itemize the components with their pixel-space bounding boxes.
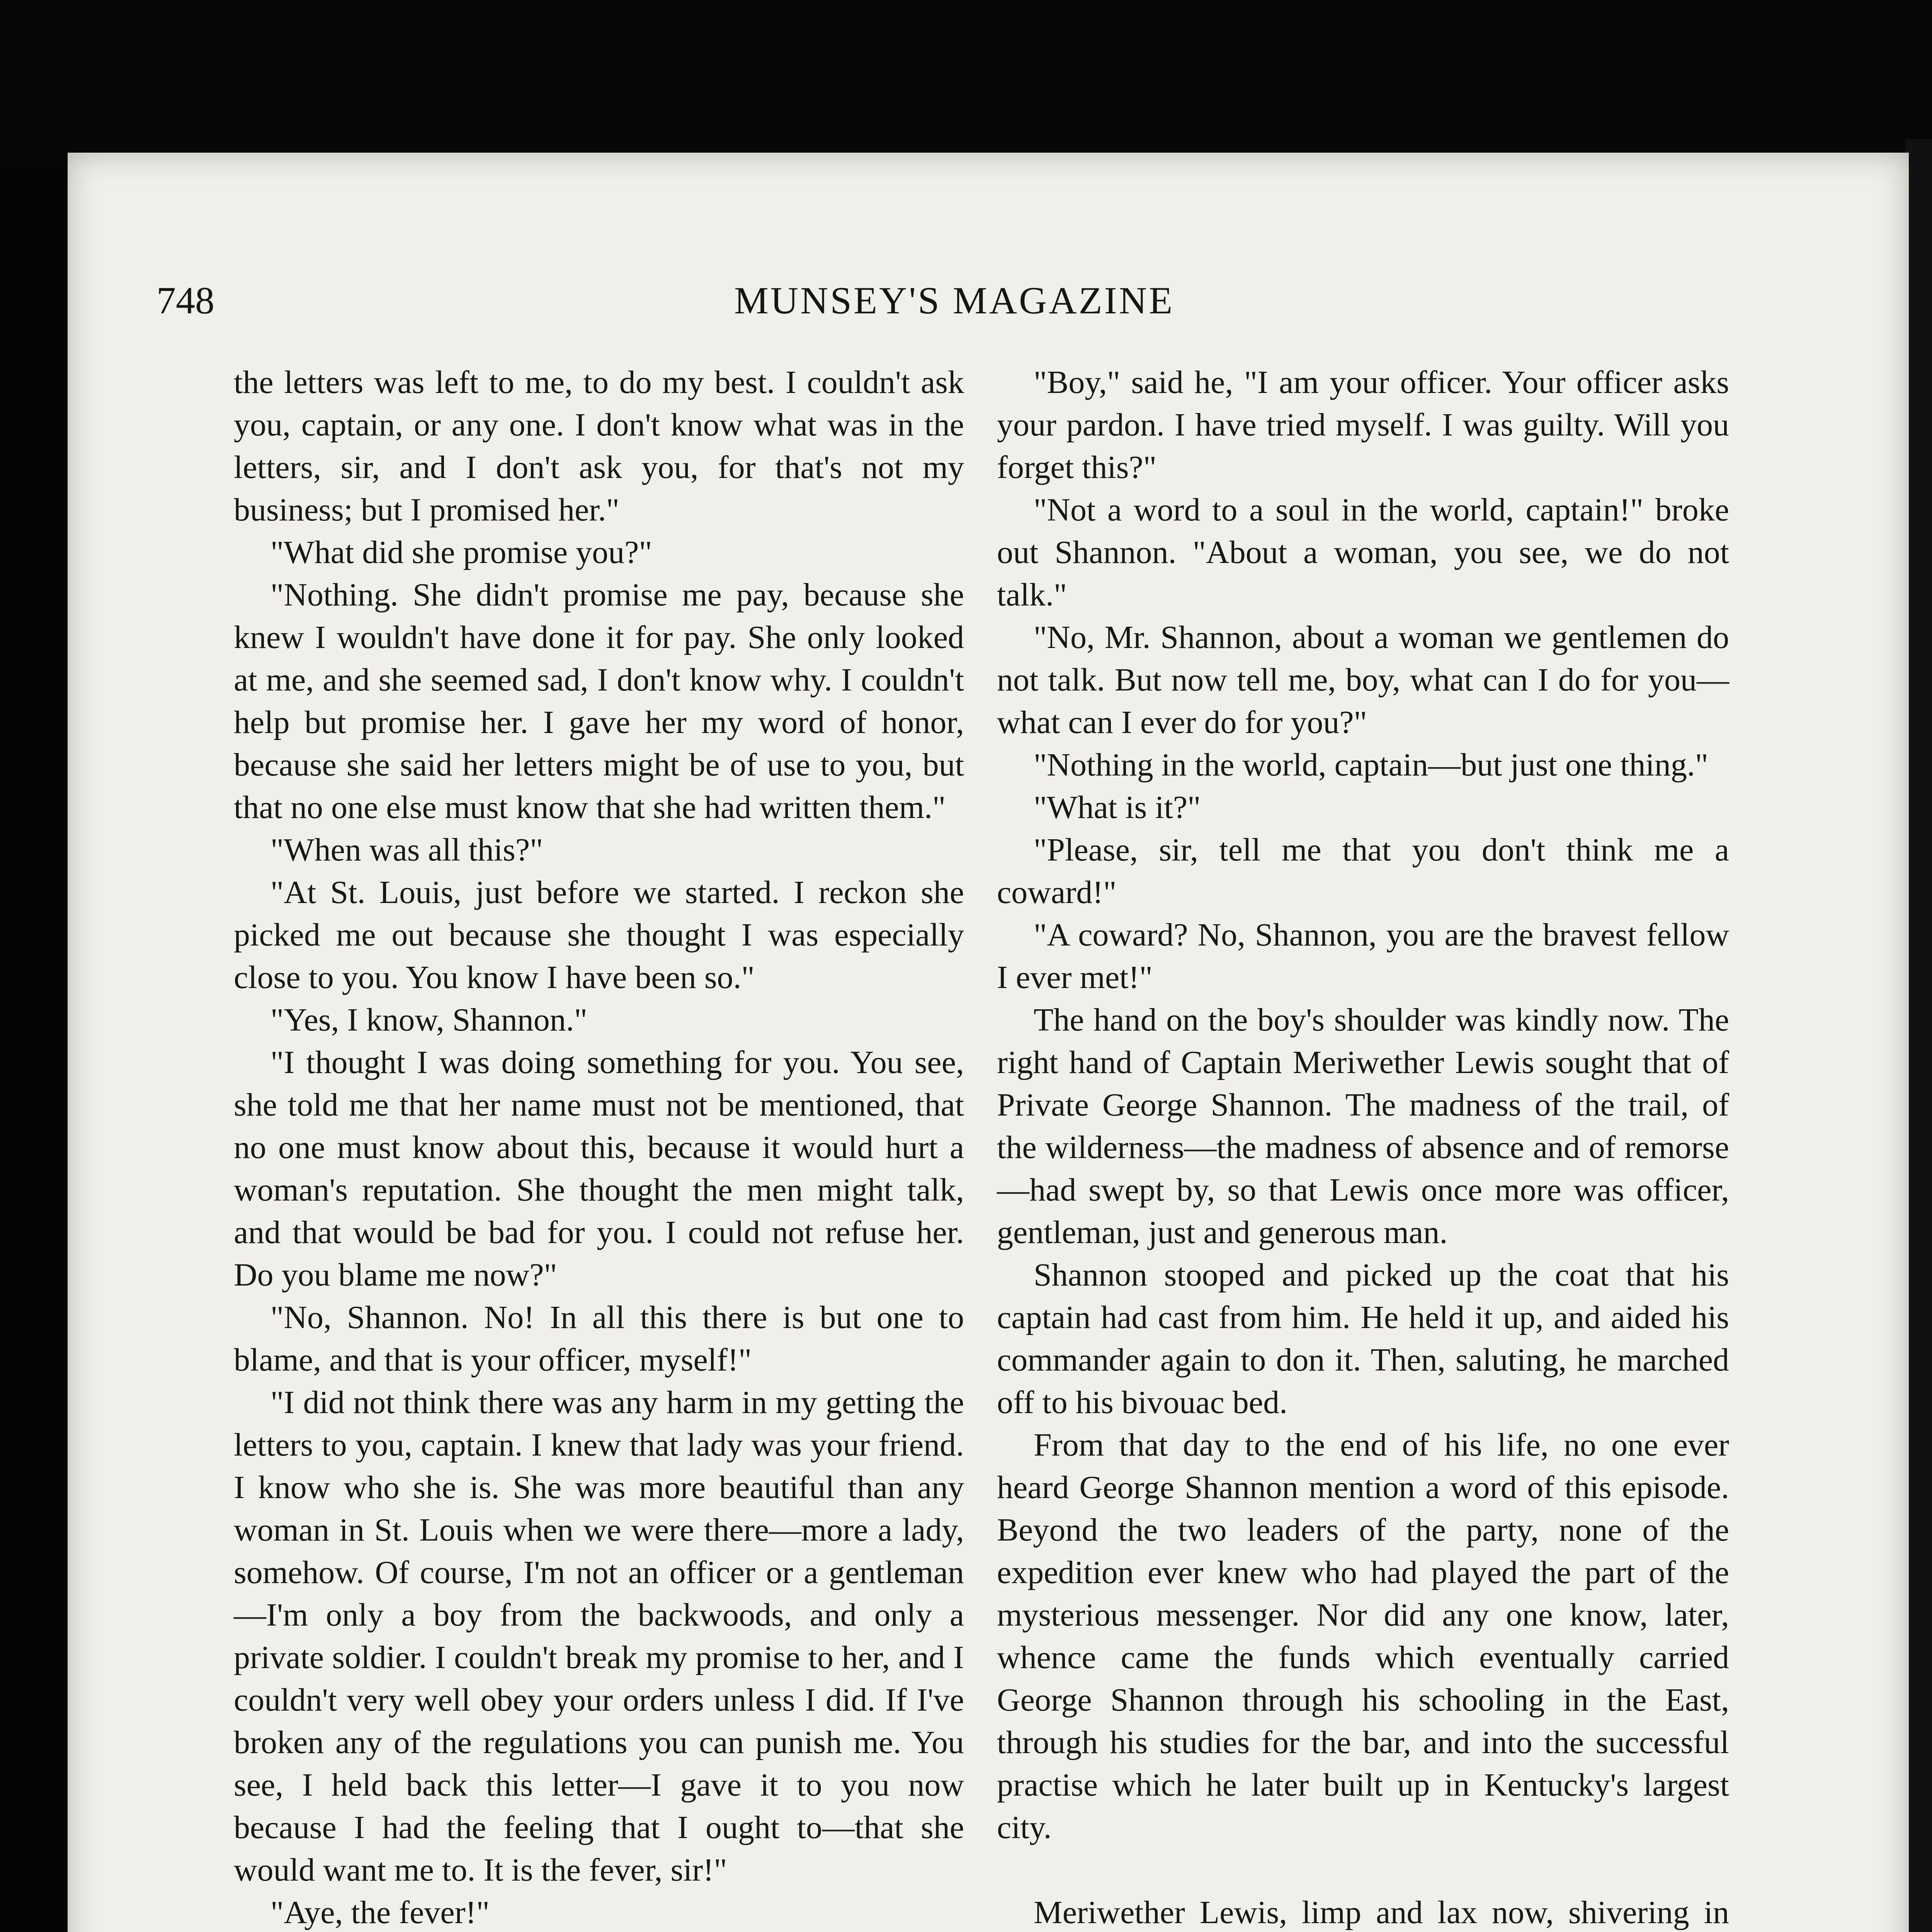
paragraph: "What is it?" [1034,789,1201,825]
running-head [0,278,1932,340]
paragraph: "Nothing in the world, captain—but just one thing." [1034,747,1709,783]
paragraph: "Please, sir, tell me that you don't think me a coward!" [997,832,1729,910]
paragraph: "What did she promise you?" [270,534,652,570]
paragraph: "Nothing. She didn't promise me pay, because she knew I wouldn't have done it for pay. She only looked at me, and she seemed sad, I don't know why. I couldn't help but promise her. I gave her my word of honor, because she said her letters might be of use to you, but that no one else must know that she had written them." [234,577,964,825]
paragraph: "When was all this?" [270,832,543,868]
paragraph: "No, Shannon. No! In all this there is but one to blame, and that is your officer, myself!" [234,1299,964,1378]
paragraph: "Boy," said he, "I am your officer. Your officer asks your pardon. I have tried myself. I was guilty. Will you forget this?" [997,364,1729,485]
magazine-title: MUNSEY'S MAGAZINE [734,279,1175,322]
paragraph: "I thought I was doing something for you. You see, she told me that her name must not be mentioned, that no one must know about this, because it would hurt a woman's reputation. She thought the men might talk, and that would be bad for you. I could not refuse her. Do you blame me now?" [234,1044,964,1293]
paragraph: "A coward? No, Shannon, you are the bravest fellow I ever met!" [997,917,1729,995]
paragraph: Shannon stooped and picked up the coat that his captain had cast from him. He held it up, and aided his commander again to don it. Then, saluting, he marched off to his bivouac bed. [997,1257,1729,1420]
paragraph: the letters was left to me, to do my best. I couldn't ask you, captain, or any one. I don't know what was in the letters, sir, and I don't ask you, for that's not my business; but I promised her." [234,364,964,528]
book-spine-shadow [1905,139,1932,1932]
paragraph: The hand on the boy's shoulder was kindly now. The right hand of Captain Meriwether Lewis sought that of Private George Shannon. The madness of the trail, of the wilderness—the madness of absence and of remorse—had swept by, so that Lewis once more was officer, gentleman, just and generous man. [997,1002,1729,1250]
page-number: 748 [156,279,214,322]
paragraph: "Aye, the fever!" [270,1895,490,1930]
paragraph: "No, Mr. Shannon, about a woman we gentlemen do not talk. But now tell me, boy, what can I do for you—what can I ever do for you?" [997,619,1729,740]
scan-border [0,0,1932,166]
paragraph: Meriwether Lewis, limp and lax now, shivering in [1034,1895,1729,1930]
paragraph: From that day to the end of his life, no one ever heard George Shannon mention a word of this episode. Beyond the two leaders of the party, none of the expedition ever knew who had played the part of the mysterious messenger. Nor did any one know, later, whence came the funds which eventually carried George Shannon through his schooling in the East, through his studies for the bar, and into the successful practise which he later built up in Kentucky's largest city. [997,1427,1729,1845]
paragraph: "Not a word to a soul in the world, captain!" broke out Shannon. "About a woman, you see, we do not talk." [997,492,1729,613]
paragraph: "Yes, I know, Shannon." [270,1002,587,1038]
section-break [997,1849,1729,1891]
paragraph: "At St. Louis, just before we started. I reckon she picked me out because she thought I was especially close to you. You know I have been so." [234,874,964,995]
paragraph: "I did not think there was any harm in my getting the letters to you, captain. I knew that lady was your friend. I know who she is. She was more beautiful than any woman in St. Louis when we were there—more a lady, somehow. Of course, I'm not an officer or a gentleman—I'm only a boy from the backwoods, and only a private soldier. I couldn't break my promise to her, and I couldn't very well obey your orders unless I did. If I've broken any of the regulations you can punish me. You see, I held back this letter—I gave it to you now because I had the feeling that I ought to—that she would want me to. It is the fever, sir!" [234,1384,964,1888]
right-column [997,361,1729,1932]
left-column [234,361,964,1932]
